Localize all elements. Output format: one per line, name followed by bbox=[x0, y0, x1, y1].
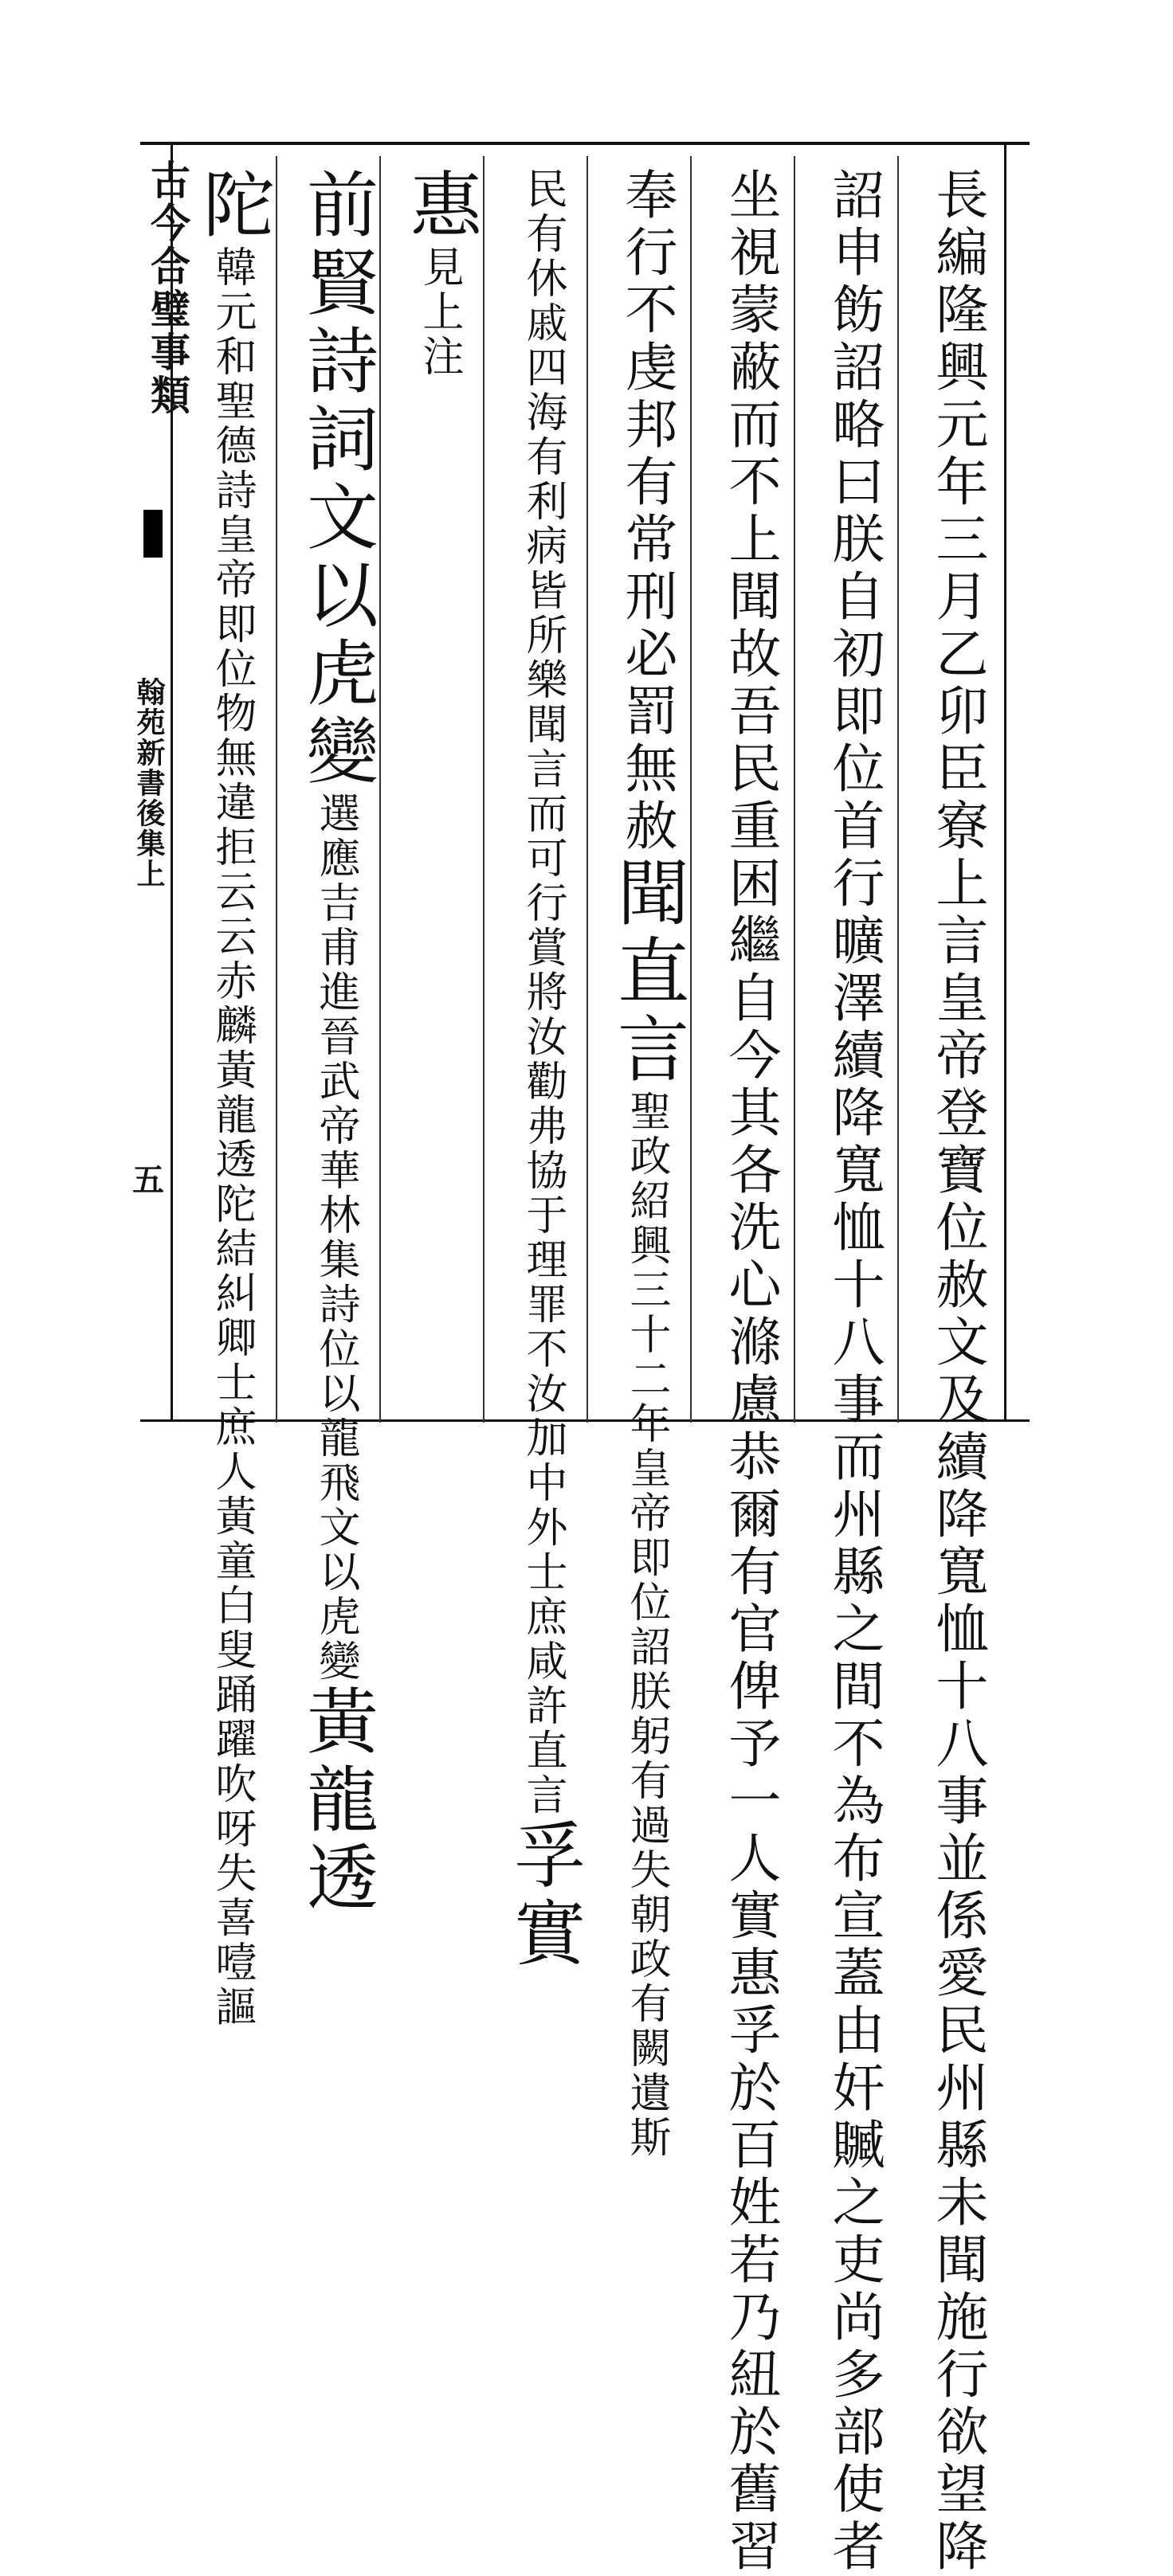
heading-phrase: 惠 bbox=[398, 167, 481, 245]
heading-phrase: 聞直言 bbox=[605, 855, 688, 1090]
annotation: 選應吉甫進晉武帝華林集詩位以龍飛文以虎變 bbox=[312, 792, 359, 1684]
text-column-2: 詔申飭詔略曰朕自初即位首行曠澤續降寬恤十八事而州縣之間不為布宣蓋由奸贓之吏尚多部使者 bbox=[823, 167, 885, 2576]
annotation: 韓元和聖德詩皇帝即位物無違拒云云赤麟黃龍透陀結糾卿士庶人黃童白叟踊躍吹呀失喜噎謳 bbox=[208, 245, 256, 2030]
fishtail-mark bbox=[143, 510, 163, 558]
bottom-border bbox=[140, 1419, 1030, 1422]
text-column-4: 奉行不虔邦有常刑必罰無赦聞直言聖政紹興三十二年皇帝即位詔朕躬有過失朝政有闕遺斯 bbox=[605, 167, 688, 2160]
heading-phrase: 黃龍透 bbox=[294, 1684, 378, 1918]
annotation: 見上注 bbox=[415, 245, 463, 379]
annotation: 民有休戚四海有利病皆所樂聞言而可行賞將汝勸弗協于理罪不汝加中外士庶咸許直言 bbox=[519, 167, 567, 1818]
heading-phrase: 孚實 bbox=[501, 1818, 585, 1974]
right-border bbox=[1004, 142, 1006, 1421]
text-column-7 bbox=[280, 167, 382, 1918]
text-column-5 bbox=[488, 167, 590, 1974]
top-border bbox=[140, 142, 1030, 145]
heading-phrase: 陀 bbox=[190, 167, 274, 245]
margin-book-title: 翰苑新書後集上 bbox=[132, 677, 166, 889]
margin-title: 古今合璧事類 bbox=[144, 159, 191, 417]
text-column-1: 長編隆興元年三月乙卯臣寮上言皇帝登寶位赦文及續降寬恤十八事並係愛民州縣未聞施行欲望降 bbox=[927, 167, 988, 2576]
text-column-6 bbox=[384, 167, 486, 1410]
text-column-3: 坐視蒙蔽而不上聞故吾民重困繼自今其各洗心滌慮恭爾有官俾予一人實惠孚於百姓若乃紐於舊習 bbox=[720, 167, 781, 2576]
heading-phrase: 前賢詩詞文以虎變 bbox=[294, 167, 378, 792]
text-column-8 bbox=[177, 167, 279, 2030]
annotation: 聖政紹興三十二年皇帝即位詔朕躬有過失朝政有闕遺斯 bbox=[622, 1090, 670, 2160]
margin-page-number: 五 bbox=[132, 1161, 164, 1199]
